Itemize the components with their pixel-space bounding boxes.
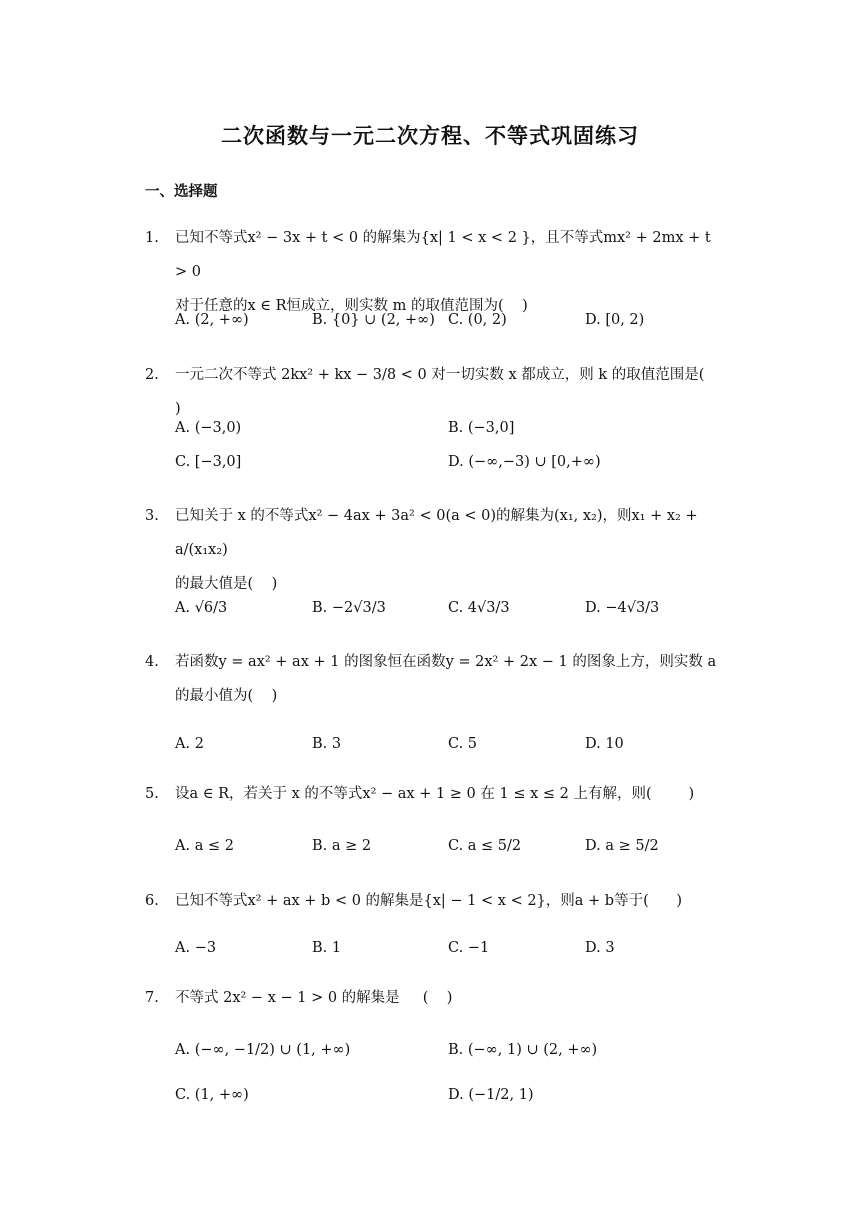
- option-b: B. 1: [312, 940, 342, 956]
- question-5: [145, 777, 725, 811]
- option-c: C. [−3,0]: [175, 454, 242, 470]
- option-b: B. {0} ∪ (2, +∞): [312, 312, 435, 328]
- question-number: 2.: [145, 367, 159, 383]
- question-text: 已知不等式x² − 3x + t < 0 的解集为{x| 1 < x < 2 }，且不等式mx² + 2mx + t > 0 对于任意的x ∈ R恒成立，则实数 m 的取值范围为( ): [175, 230, 711, 314]
- page-title: 二次函数与一元二次方程、不等式巩固练习: [221, 124, 639, 148]
- option-b: B. −2√3/3: [312, 600, 386, 616]
- option-d: D. [0, 2): [585, 312, 645, 328]
- option-d: D. 3: [585, 940, 615, 956]
- question-6: [145, 884, 725, 918]
- option-c: C. −1: [448, 940, 490, 956]
- question-number: 4.: [145, 654, 159, 670]
- question-text: 一元二次不等式 2kx² + kx − 3/8 < 0 对一切实数 x 都成立，则 k 的取值范围是( ): [175, 367, 723, 417]
- option-a: A. −3: [175, 940, 217, 956]
- question-number: 1.: [145, 230, 159, 246]
- option-b: B. (−∞, 1) ∪ (2, +∞): [448, 1042, 598, 1058]
- question-text: 若函数y = ax² + ax + 1 的图象恒在函数y = 2x² + 2x − 1 的图象上方，则实数 a 的最小值为( ): [175, 654, 717, 704]
- question-1: [145, 221, 725, 323]
- question-7: [145, 981, 725, 1015]
- question-3: [145, 499, 725, 601]
- option-d: D. (−1/2, 1): [448, 1087, 534, 1103]
- option-a: A. a ≤ 2: [175, 838, 234, 854]
- question-text: 已知关于 x 的不等式x² − 4ax + 3a² < 0(a < 0)的解集为(x₁, x₂)，则x₁ + x₂ + a/(x₁x₂) 的最大值是( ): [175, 508, 698, 592]
- option-b: B. 3: [312, 736, 342, 752]
- option-c: C. (1, +∞): [175, 1087, 249, 1103]
- question-number: 7.: [145, 990, 159, 1006]
- option-b: B. (−3,0]: [448, 420, 515, 436]
- question-number: 3.: [145, 508, 159, 524]
- option-a: A. 2: [175, 736, 204, 752]
- section-heading: 一、选择题: [145, 184, 218, 200]
- option-c: C. a ≤ 5/2: [448, 838, 522, 854]
- option-d: D. −4√3/3: [585, 600, 660, 616]
- question-number: 6.: [145, 893, 159, 909]
- question-text: 已知不等式x² + ax + b < 0 的解集是{x| − 1 < x < 2}，则a + b等于( ): [175, 893, 683, 909]
- option-a: A. (2, +∞): [175, 312, 249, 328]
- question-4: [145, 645, 725, 713]
- option-c: C. 5: [448, 736, 478, 752]
- question-text: 不等式 2x² − x − 1 > 0 的解集是 ( ): [175, 990, 453, 1006]
- option-a: A. (−3,0): [175, 420, 242, 436]
- option-d: D. 10: [585, 736, 624, 752]
- question-text: 设a ∈ R，若关于 x 的不等式x² − ax + 1 ≥ 0 在 1 ≤ x ≤ 2 上有解，则( ): [175, 786, 695, 802]
- option-c: C. 4√3/3: [448, 600, 510, 616]
- option-d: D. (−∞,−3) ∪ [0,+∞): [448, 454, 601, 470]
- option-a: A. (−∞, −1/2) ∪ (1, +∞): [175, 1042, 351, 1058]
- question-2: [145, 358, 725, 426]
- question-number: 5.: [145, 786, 159, 802]
- option-a: A. √6/3: [175, 600, 228, 616]
- option-c: C. (0, 2): [448, 312, 507, 328]
- option-d: D. a ≥ 5/2: [585, 838, 659, 854]
- option-b: B. a ≥ 2: [312, 838, 372, 854]
